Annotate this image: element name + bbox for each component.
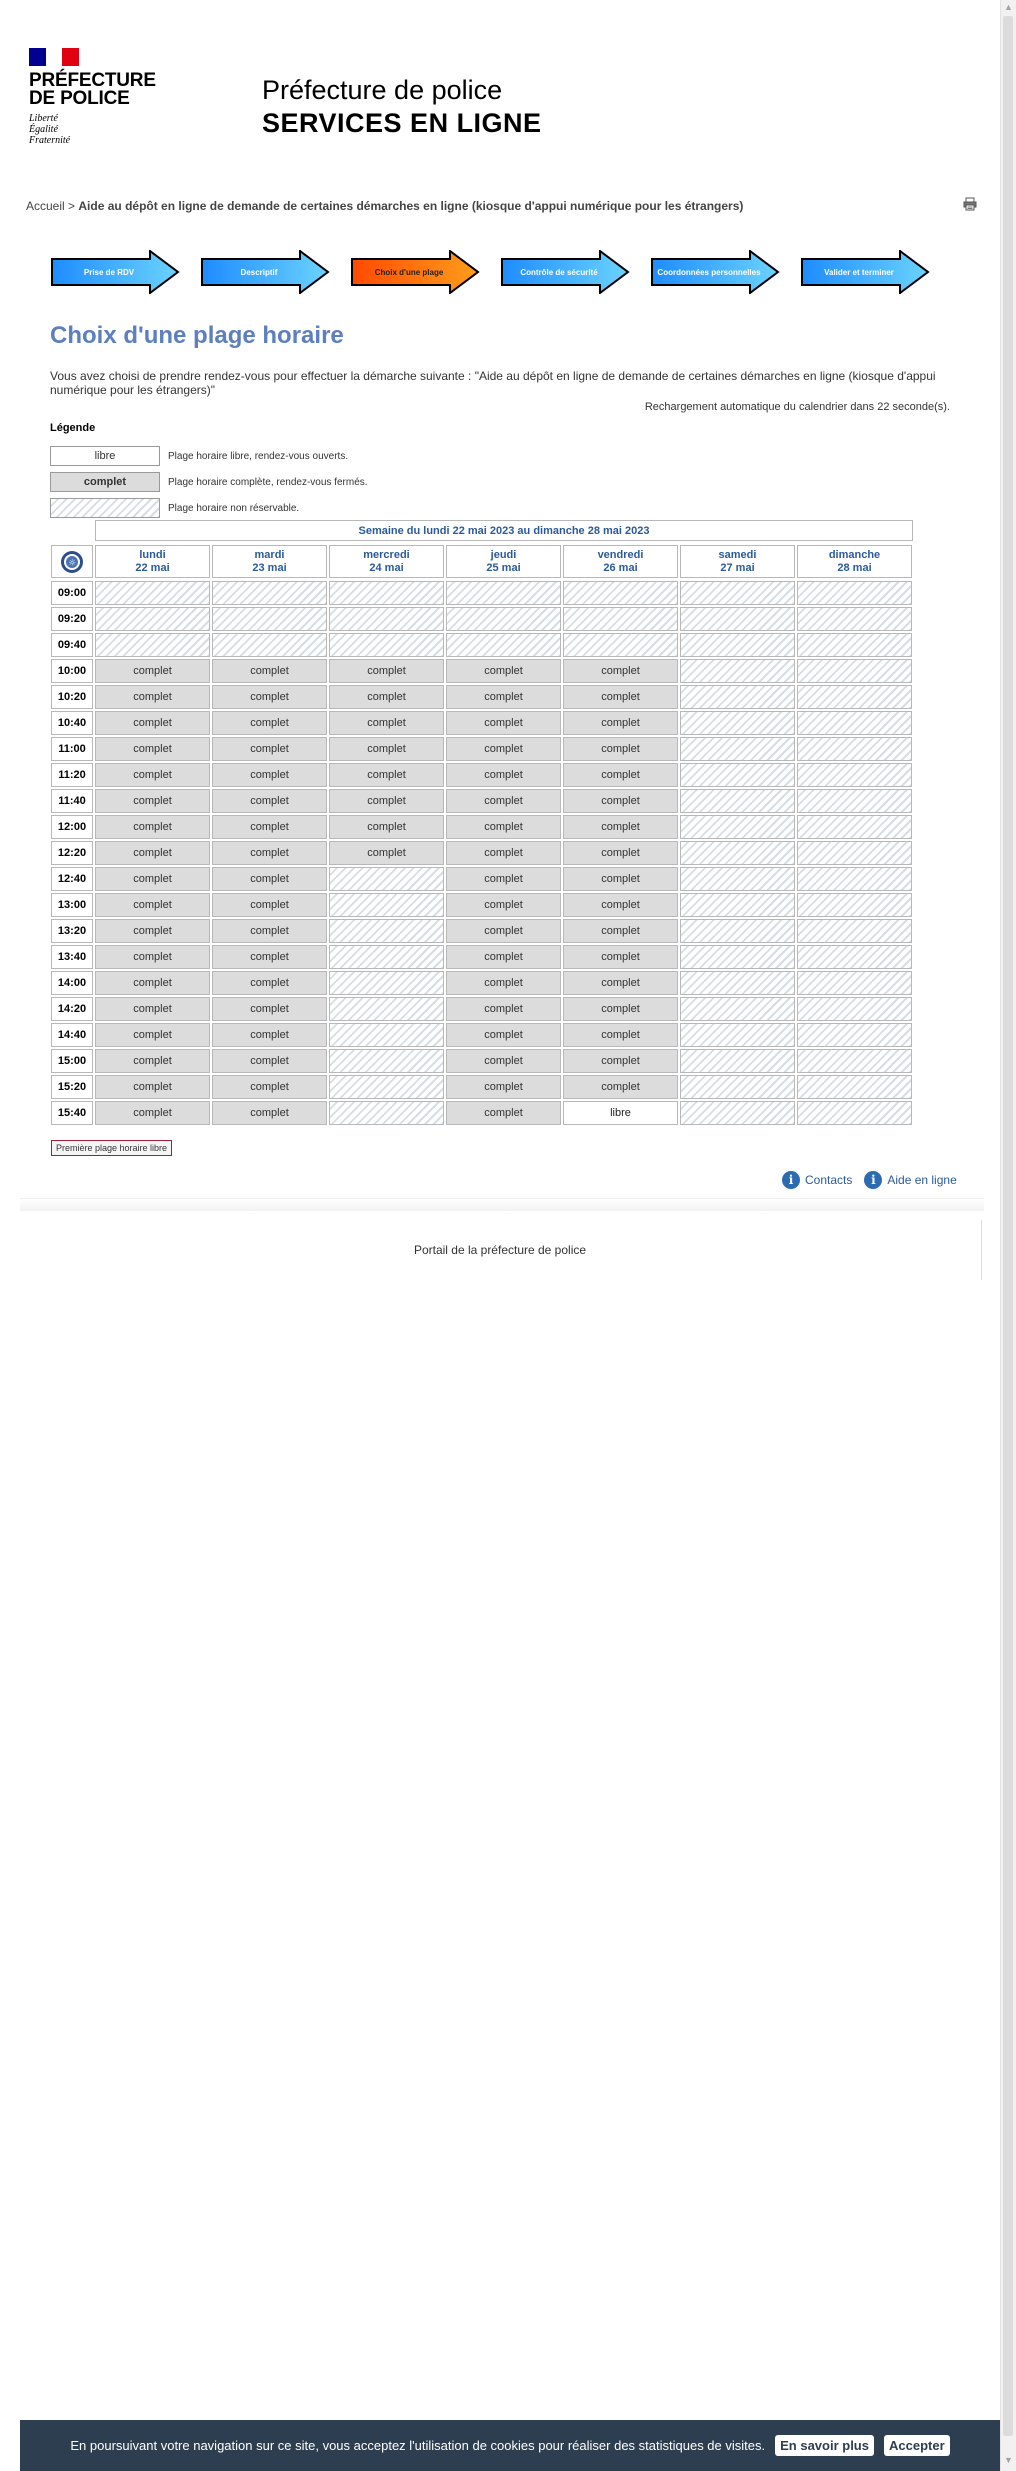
day-date: 24 mai <box>369 562 404 574</box>
slot-complet: complet <box>212 763 327 787</box>
slot-libre[interactable]: libre <box>563 1101 678 1125</box>
site-header <box>0 0 1000 170</box>
slot-nonres <box>329 1101 444 1125</box>
print-icon[interactable] <box>963 197 977 211</box>
slot-nonres <box>446 633 561 657</box>
slot-complet: complet <box>563 1023 678 1047</box>
legend-row-nonres <box>50 497 299 519</box>
day-header-dimanche <box>797 545 912 578</box>
slot-nonres <box>797 815 912 839</box>
slot-nonres <box>212 607 327 631</box>
slot-complet: complet <box>95 815 210 839</box>
slot-nonres <box>329 893 444 917</box>
slot-nonres <box>680 1049 795 1073</box>
scroll-up-arrow-icon[interactable]: ▲ <box>1004 2 1013 12</box>
slot-nonres <box>797 1075 912 1099</box>
day-header-mercredi <box>329 545 444 578</box>
slot-nonres <box>563 581 678 605</box>
time-label: 12:40 <box>51 867 93 891</box>
slot-complet: complet <box>95 737 210 761</box>
slot-complet: complet <box>563 659 678 683</box>
step-label: Prise de RDV <box>83 267 135 277</box>
step-4 <box>500 250 630 294</box>
slot-nonres <box>680 945 795 969</box>
step-label: Choix d'une plage <box>374 267 444 277</box>
svg-text:☼: ☼ <box>67 558 77 568</box>
day-date: 23 mai <box>252 562 287 574</box>
slot-nonres <box>797 737 912 761</box>
slot-complet: complet <box>95 919 210 943</box>
slot-nonres <box>680 581 795 605</box>
slot-complet: complet <box>329 763 444 787</box>
slot-nonres <box>680 1075 795 1099</box>
legend-text-non-reservable: Plage horaire non réservable. <box>168 502 300 514</box>
slot-complet: complet <box>563 919 678 943</box>
time-label: 15:20 <box>51 1075 93 1099</box>
slot-complet: complet <box>446 1023 561 1047</box>
legend-box-complet: complet <box>50 472 160 492</box>
time-label: 14:40 <box>51 1023 93 1047</box>
slot-complet: complet <box>95 685 210 709</box>
slot-nonres <box>680 659 795 683</box>
slot-complet: complet <box>95 1101 210 1125</box>
slot-complet: complet <box>563 945 678 969</box>
week-header: Semaine du lundi 22 mai 2023 au dimanche 28 mai 2023 <box>95 520 913 541</box>
slot-complet: complet <box>446 737 561 761</box>
slot-nonres <box>212 633 327 657</box>
legend-title: Légende <box>50 422 96 434</box>
time-label: 14:00 <box>51 971 93 995</box>
slot-complet: complet <box>212 1023 327 1047</box>
first-free-slot-button[interactable]: Première plage horaire libre <box>51 1140 172 1156</box>
breadcrumb <box>26 199 743 213</box>
slot-complet: complet <box>563 867 678 891</box>
slot-nonres <box>797 789 912 813</box>
footer-separator <box>20 1198 984 1211</box>
slot-nonres <box>680 815 795 839</box>
slot-complet: complet <box>212 659 327 683</box>
slot-complet: complet <box>212 1075 327 1099</box>
slot-complet: complet <box>446 867 561 891</box>
logo-name <box>29 70 156 109</box>
slot-complet: complet <box>446 945 561 969</box>
slot-nonres <box>680 633 795 657</box>
step-label: Contrôle de sécurité <box>520 267 598 277</box>
day-name: vendredi <box>597 549 644 561</box>
slot-complet: complet <box>329 841 444 865</box>
time-label: 12:00 <box>51 815 93 839</box>
slot-nonres <box>797 1049 912 1073</box>
slot-nonres <box>680 971 795 995</box>
slot-complet: complet <box>563 1075 678 1099</box>
online-help-link[interactable] <box>864 1171 956 1189</box>
logo-motto <box>29 113 149 146</box>
slot-complet: complet <box>95 1075 210 1099</box>
time-label: 11:20 <box>51 763 93 787</box>
slot-nonres <box>797 893 912 917</box>
slot-nonres <box>680 763 795 787</box>
day-name: dimanche <box>828 549 881 561</box>
slot-complet: complet <box>446 1075 561 1099</box>
day-date: 27 mai <box>720 562 755 574</box>
slot-complet: complet <box>95 841 210 865</box>
slot-nonres <box>329 633 444 657</box>
breadcrumb-separator: > <box>68 199 76 213</box>
slot-nonres <box>329 867 444 891</box>
slot-nonres <box>797 997 912 1021</box>
slot-complet: complet <box>212 945 327 969</box>
day-header-jeudi <box>446 545 561 578</box>
slot-nonres <box>797 867 912 891</box>
slot-complet: complet <box>446 763 561 787</box>
day-header-samedi <box>680 545 795 578</box>
motto-egalite: Égalité <box>29 124 58 135</box>
slot-nonres <box>212 581 327 605</box>
slot-complet: complet <box>212 1049 327 1073</box>
slot-complet: complet <box>446 1101 561 1125</box>
slot-nonres <box>797 685 912 709</box>
slot-nonres <box>446 581 561 605</box>
day-header-vendredi <box>563 545 678 578</box>
slot-complet: complet <box>212 971 327 995</box>
site-brand <box>262 74 542 140</box>
logo-line-2: DE POLICE <box>29 88 130 109</box>
progress-steps <box>50 250 950 296</box>
slot-complet: complet <box>95 971 210 995</box>
day-header-mardi <box>212 545 327 578</box>
slot-nonres <box>446 607 561 631</box>
slot-nonres <box>797 971 912 995</box>
contacts-label: Contacts <box>805 1173 853 1187</box>
slot-nonres <box>797 581 912 605</box>
contacts-link[interactable] <box>782 1171 852 1189</box>
slot-nonres <box>797 1023 912 1047</box>
help-links <box>770 1171 957 1189</box>
slot-nonres <box>680 919 795 943</box>
day-name: mercredi <box>363 549 410 561</box>
day-date: 28 mai <box>837 562 872 574</box>
slot-complet: complet <box>212 997 327 1021</box>
slot-nonres <box>95 633 210 657</box>
slot-complet: complet <box>212 789 327 813</box>
logo-line-1: PRÉFECTURE <box>29 70 156 91</box>
slot-complet: complet <box>446 659 561 683</box>
day-header-lundi <box>95 545 210 578</box>
calendar-corner <box>51 545 93 578</box>
day-name: mardi <box>254 549 285 561</box>
slot-complet: complet <box>95 1023 210 1047</box>
slot-nonres <box>95 581 210 605</box>
slot-complet: complet <box>563 789 678 813</box>
slot-nonres <box>329 1049 444 1073</box>
slot-nonres <box>797 607 912 631</box>
slot-nonres <box>680 737 795 761</box>
slot-complet: complet <box>563 1049 678 1073</box>
slot-nonres <box>329 1023 444 1047</box>
legend-row-complet <box>50 471 368 493</box>
slot-nonres <box>680 789 795 813</box>
slot-nonres <box>563 607 678 631</box>
slot-complet: complet <box>212 737 327 761</box>
slot-complet: complet <box>329 659 444 683</box>
step-3 <box>350 250 480 294</box>
slot-complet: complet <box>212 919 327 943</box>
slot-nonres <box>329 945 444 969</box>
step-label: Coordonnées personnelles <box>657 267 761 277</box>
slot-complet: complet <box>563 815 678 839</box>
legend-box-non-reservable <box>50 498 160 518</box>
legend-row-libre <box>50 445 348 467</box>
site-title: Préfecture de police <box>262 75 503 105</box>
slot-complet: complet <box>95 893 210 917</box>
motto-fraternite: Fraternité <box>29 135 71 146</box>
slot-complet: complet <box>95 867 210 891</box>
scrollbar-thumb[interactable] <box>1003 16 1013 2436</box>
slot-complet: complet <box>212 711 327 735</box>
slot-complet: complet <box>329 815 444 839</box>
site-subtitle: SERVICES EN LIGNE <box>262 108 542 138</box>
time-label: 15:00 <box>51 1049 93 1073</box>
slot-complet: complet <box>563 763 678 787</box>
time-label: 10:40 <box>51 711 93 735</box>
slot-complet: complet <box>563 737 678 761</box>
slot-complet: complet <box>95 945 210 969</box>
cookie-more-button[interactable]: En savoir plus <box>775 2435 874 2456</box>
step-2 <box>200 250 330 294</box>
slot-complet: complet <box>446 815 561 839</box>
slot-complet: complet <box>212 841 327 865</box>
slot-complet: complet <box>212 1101 327 1125</box>
cookie-text: En poursuivant votre navigation sur ce site, vous acceptez l'utilisation de cookies pour réaliser des statistiques de visites. <box>70 2438 766 2453</box>
legend-text-libre: Plage horaire libre, rendez-vous ouverts. <box>168 450 349 462</box>
day-date: 26 mai <box>603 562 638 574</box>
slot-complet: complet <box>563 685 678 709</box>
marianne-flag-icon <box>29 48 79 66</box>
slot-complet: complet <box>212 815 327 839</box>
slot-nonres <box>680 997 795 1021</box>
slot-nonres <box>680 1101 795 1125</box>
page-title: Choix d'une plage horaire <box>50 322 344 349</box>
slot-nonres <box>329 997 444 1021</box>
slot-nonres <box>797 763 912 787</box>
step-6 <box>800 250 930 294</box>
time-label: 10:00 <box>51 659 93 683</box>
slot-nonres <box>329 581 444 605</box>
slot-nonres <box>329 607 444 631</box>
step-1 <box>50 250 180 294</box>
day-name: lundi <box>139 549 166 561</box>
time-label: 13:20 <box>51 919 93 943</box>
slot-complet: complet <box>563 711 678 735</box>
slot-nonres <box>680 1023 795 1047</box>
slot-nonres <box>797 1101 912 1125</box>
slot-complet: complet <box>212 867 327 891</box>
slot-complet: complet <box>446 971 561 995</box>
slot-nonres <box>680 841 795 865</box>
slot-nonres <box>680 685 795 709</box>
slot-complet: complet <box>446 893 561 917</box>
slot-complet: complet <box>329 685 444 709</box>
footer-portal-link[interactable]: Portail de la préfecture de police <box>413 1243 587 1257</box>
day-name: jeudi <box>490 549 517 561</box>
slot-complet: complet <box>212 685 327 709</box>
day-name: samedi <box>718 549 757 561</box>
time-label: 14:20 <box>51 997 93 1021</box>
slot-complet: complet <box>95 659 210 683</box>
calendar-emblem-icon <box>60 550 84 574</box>
slot-nonres <box>797 711 912 735</box>
slot-complet: complet <box>95 763 210 787</box>
slot-nonres <box>329 919 444 943</box>
vertical-scrollbar[interactable] <box>1000 0 1016 2471</box>
motto-liberte: Liberté <box>29 113 58 124</box>
cookie-banner <box>20 2420 1000 2471</box>
cookie-accept-button[interactable]: Accepter <box>884 2435 950 2456</box>
info-icon: i <box>782 1171 800 1189</box>
slot-complet: complet <box>329 711 444 735</box>
slot-complet: complet <box>329 737 444 761</box>
slot-complet: complet <box>95 711 210 735</box>
time-label: 11:00 <box>51 737 93 761</box>
legend-text-complet: Plage horaire complète, rendez-vous fermés. <box>168 476 368 488</box>
day-date: 22 mai <box>135 562 170 574</box>
time-label: 11:40 <box>51 789 93 813</box>
slot-nonres <box>680 893 795 917</box>
reload-countdown: Rechargement automatique du calendrier dans 22 seconde(s). <box>644 401 950 413</box>
slot-complet: complet <box>446 789 561 813</box>
time-label: 10:20 <box>51 685 93 709</box>
slot-complet: complet <box>446 997 561 1021</box>
breadcrumb-current: Aide au dépôt en ligne de demande de certaines démarches en ligne (kiosque d'appui numérique pour les étrangers) <box>78 199 744 213</box>
slot-nonres <box>797 919 912 943</box>
time-label: 13:00 <box>51 893 93 917</box>
slot-complet: complet <box>95 997 210 1021</box>
slot-nonres <box>680 867 795 891</box>
info-icon: i <box>864 1171 882 1189</box>
time-label: 13:40 <box>51 945 93 969</box>
online-help-label: Aide en ligne <box>887 1173 957 1187</box>
slot-nonres <box>797 633 912 657</box>
slot-complet: complet <box>563 841 678 865</box>
time-label: 15:40 <box>51 1101 93 1125</box>
slot-nonres <box>797 659 912 683</box>
slot-complet: complet <box>95 789 210 813</box>
time-label: 09:20 <box>51 607 93 631</box>
breadcrumb-home-link[interactable]: Accueil <box>26 199 65 213</box>
slot-nonres <box>329 1075 444 1099</box>
slot-complet: complet <box>212 893 327 917</box>
slot-complet: complet <box>563 893 678 917</box>
time-label: 09:00 <box>51 581 93 605</box>
slot-nonres <box>797 945 912 969</box>
slot-nonres <box>797 841 912 865</box>
time-label: 12:20 <box>51 841 93 865</box>
day-date: 25 mai <box>486 562 521 574</box>
time-label: 09:40 <box>51 633 93 657</box>
slot-complet: complet <box>446 841 561 865</box>
slot-complet: complet <box>329 789 444 813</box>
legend-box-libre: libre <box>50 446 160 466</box>
slot-complet: complet <box>446 1049 561 1073</box>
scroll-down-arrow-icon[interactable]: ▼ <box>1004 2455 1013 2465</box>
slot-nonres <box>95 607 210 631</box>
slot-nonres <box>680 607 795 631</box>
slot-complet: complet <box>563 997 678 1021</box>
slot-complet: complet <box>446 919 561 943</box>
slot-nonres <box>329 971 444 995</box>
slot-complet: complet <box>563 971 678 995</box>
slot-complet: complet <box>95 1049 210 1073</box>
prefecture-logo[interactable] <box>29 48 156 146</box>
slot-nonres <box>563 633 678 657</box>
slot-nonres <box>680 711 795 735</box>
intro-text: Vous avez choisi de prendre rendez-vous pour effectuer la démarche suivante : "Aide au dépôt en ligne de demande de certaines démarches en ligne (kiosque d'appui numérique pour les étrangers)" <box>50 369 936 397</box>
slot-complet: complet <box>446 711 561 735</box>
step-5 <box>650 250 780 294</box>
step-label: Valider et terminer <box>824 267 894 277</box>
slot-complet: complet <box>446 685 561 709</box>
step-label: Descriptif <box>240 267 278 277</box>
